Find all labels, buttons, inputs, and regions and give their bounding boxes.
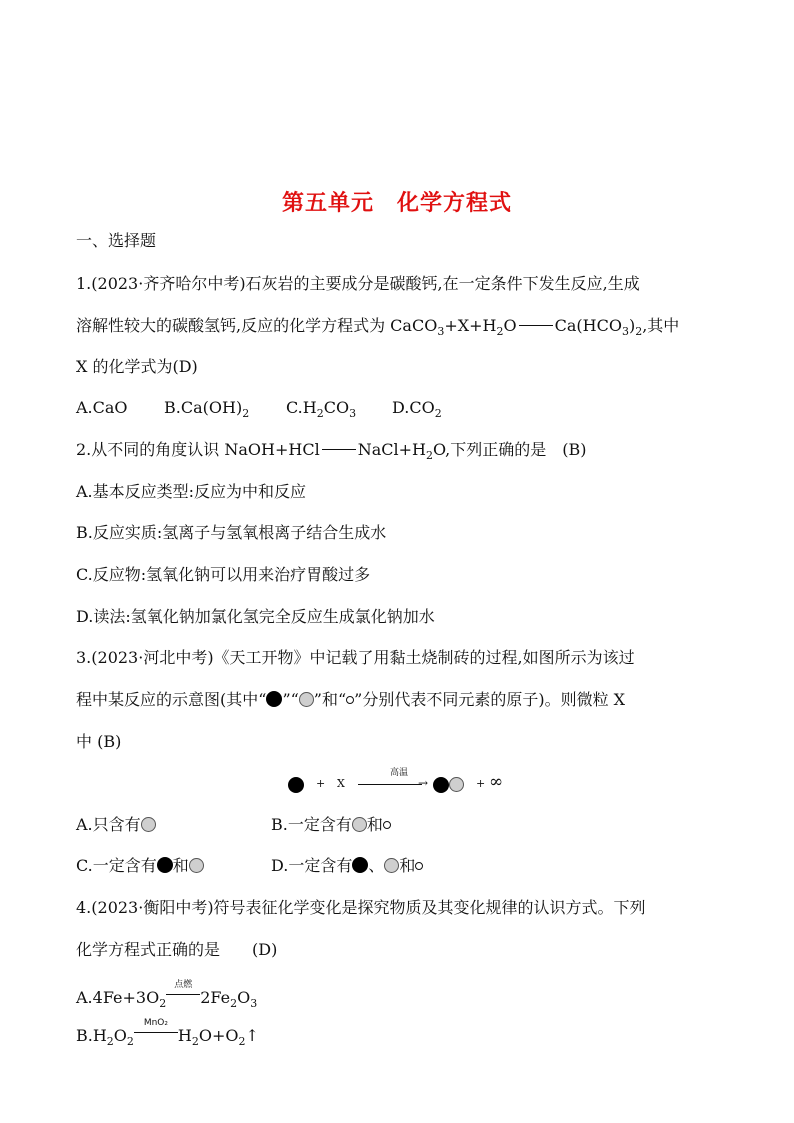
gray-atom-icon — [141, 817, 156, 832]
gray-atom-icon — [299, 692, 314, 707]
black-atom-icon — [288, 777, 304, 793]
plus-sign: + — [476, 777, 486, 790]
q4-line2: 化学方程式正确的是 (D) — [76, 940, 278, 959]
q3-option-a: A.只含有 — [76, 814, 156, 836]
q4-line1: 4.(2023·衡阳中考)符号表征化学变化是探究物质及其变化规律的认识方式。下列 — [76, 898, 646, 917]
oxygen-pair-icon: ∞ — [489, 772, 504, 792]
reaction-arrow-head: → — [418, 776, 429, 790]
black-atom-icon — [157, 857, 173, 873]
q2-option-a: A.基本反应类型:反应为中和反应 — [76, 482, 307, 501]
black-atom-icon — [266, 691, 282, 707]
particle-x: X — [337, 777, 345, 790]
equals-line — [519, 325, 553, 326]
q1-option-d: $D.CO_2$ — [392, 398, 442, 420]
q3-line3: 中 (B) — [76, 732, 122, 751]
q1-line3: X 的化学式为(D) — [76, 357, 198, 376]
q1-line1: 1.(2023·齐齐哈尔中考)石灰岩的主要成分是碳酸钙,在一定条件下发生反应,生成 — [76, 274, 640, 293]
q3-line2: 程中某反应的示意图(其中“ ”“ ”和“ ”分别代表不同元素的原子)。则微粒 X — [76, 690, 626, 709]
q1-option-a: A.CaO — [76, 398, 128, 417]
gray-atom-icon — [352, 817, 367, 832]
section-heading: 一、选择题 — [76, 231, 157, 250]
small-atom-icon — [346, 696, 354, 704]
page-title: 第五单元 化学方程式 — [281, 191, 512, 216]
reaction-condition: MnO₂ — [134, 1026, 178, 1040]
black-atom-icon — [433, 777, 449, 793]
condition-label: 高温 — [389, 768, 408, 778]
gray-atom-icon — [449, 777, 464, 792]
q3-line1: 3.(2023·河北中考)《天工开物》中记载了用黏土烧制砖的过程,如图所示为该过 — [76, 648, 635, 667]
reaction-condition: 点燃 — [166, 988, 200, 1002]
plus-sign: + — [316, 777, 326, 790]
q2-option-b: B.反应实质:氢离子与氢氧根离子结合生成水 — [76, 523, 387, 542]
q2-line1: 2.从不同的角度认识 NaOH+HCl $NaCl+H_2O$,下列正确的是 (B) — [76, 440, 587, 462]
equals-line — [322, 449, 356, 450]
q3-option-d: D.一定含有 、 和 — [271, 855, 423, 877]
q1-option-b: $B.Ca(OH)_2$ — [164, 398, 250, 420]
gray-atom-icon — [189, 858, 204, 873]
small-atom-icon — [383, 821, 391, 829]
reaction-arrow-shaft — [358, 784, 422, 785]
q3-option-c: C.一定含有 和 — [76, 855, 204, 877]
black-atom-icon — [352, 857, 368, 873]
q1-line2: 溶解性较大的碳酸氢钙,反应的化学方程式为 $CaCO_3+X+H_2O$ $Ca(HCO_3)_2$,其中 — [76, 316, 680, 338]
gray-atom-icon — [384, 858, 399, 873]
q4-option-a: $A.4Fe+3O_2$ 点燃 $2Fe_2O_3$ — [76, 980, 258, 1010]
reaction-diagram — [286, 768, 526, 799]
q2-option-d: D.读法:氢氧化钠加氯化氢完全反应生成氯化钠加水 — [76, 607, 435, 626]
q3-option-b: B.一定含有 和 — [271, 814, 391, 836]
q4-option-b: $B.H_2O_2$ MnO₂ $H_2O+O_2↑$ — [76, 1018, 259, 1048]
small-atom-icon — [415, 862, 423, 870]
q2-option-c: C.反应物:氢氧化钠可以用来治疗胃酸过多 — [76, 565, 371, 584]
q1-option-c: $C.H_2CO_3$ — [286, 398, 357, 420]
